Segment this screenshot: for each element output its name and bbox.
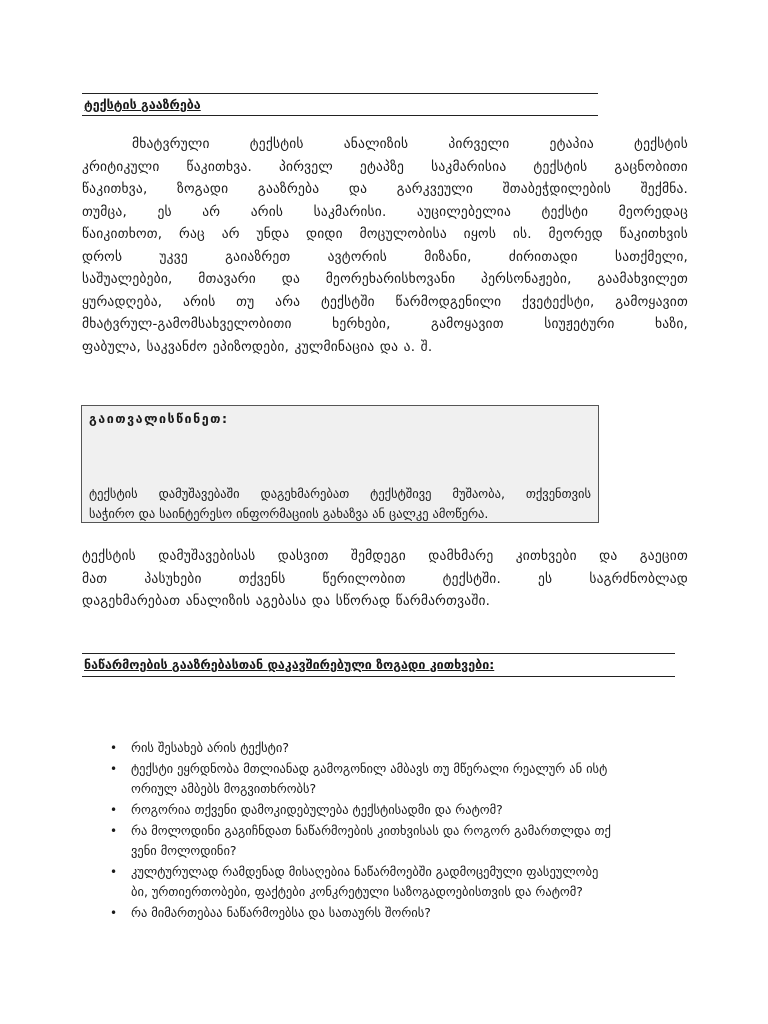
list-item	[108, 903, 688, 923]
question-text: როგორია თქვენი დამოკიდებულება ტექსტისადმი და რატომ?	[131, 802, 503, 817]
bullet-icon: •	[110, 762, 118, 776]
section2-heading: ნაწარმოების გააზრებასთან დაკავშირებული ზოგადი კითხვები:	[84, 657, 495, 672]
bullet-icon: •	[110, 865, 118, 879]
paragraph-line: ფაბულა, საკვანძო ეპიზოდები, კულმინაცია და ა. შ.	[82, 338, 433, 355]
paragraph-line: მხატვრული ტექსტის ანალიზის პირველი ეტაპია ტექსტის	[132, 136, 688, 152]
question-text: ტექსტი ეყრდნობა მთლიანად გამოგონილ ამბავს თუ მწერალი რეალურ ან ისტ	[131, 761, 608, 776]
bullet-icon: •	[110, 741, 118, 755]
list-item	[108, 759, 688, 799]
section1-top-rule	[82, 93, 598, 94]
bullet-icon: •	[110, 824, 118, 838]
bullet-icon: •	[110, 906, 118, 920]
instructions-paragraph	[82, 545, 688, 613]
paragraph-line: მხატვრულ-გამომსახველობითი ხერხები, გამოყავით სიუჟეტური ხაზი,	[82, 316, 688, 332]
instructions-line: დაგეხმარებათ ანალიზის აგებასა და სწორად წარმართვაში.	[82, 593, 491, 609]
question-text: რა მიმართებაა ნაწარმოებსა და სათაურს შორის?	[131, 905, 431, 920]
question-text: რის შესახებ არის ტექსტი?	[131, 740, 289, 755]
instructions-line: მათ პასუხები თქვენს წერილობით ტექსტში. ეს საგრძნობლად	[82, 570, 688, 587]
note-line: ტექსტის დამუშავებაში დაგეხმარებათ ტექსტშივე მუშაობა, თქვენთვის	[89, 486, 591, 501]
section2-top-rule	[82, 653, 675, 654]
note-body	[89, 484, 591, 523]
question-text: ბი, ურთიერთობები, ფაქტები კონკრეტული საზოგადოებისთვის და რატომ?	[131, 884, 583, 899]
note-box	[81, 405, 599, 523]
section1-bottom-rule	[82, 115, 598, 116]
list-item	[108, 738, 688, 758]
note-title: გაითვალისწინეთ:	[89, 411, 229, 426]
instructions-line: ტექსტის დამუშავებისას დასვით შემდეგი დამხმარე კითხვები და გაეცით	[82, 548, 688, 564]
question-text: ორიულ ამბებს მოგვითხრობს?	[131, 781, 317, 796]
paragraph-line: კრიტიკული წაკითხვა. პირველ ეტაპზე საკმარისია ტექსტის გაცნობითი	[82, 158, 688, 175]
section1-paragraph	[82, 133, 688, 358]
bullet-icon: •	[110, 803, 118, 817]
paragraph-line: თუმცა, ეს არ არის საკმარისი. აუცილებელია ტექსტი მეორედაც	[82, 203, 688, 220]
paragraph-line: წაიკითხოთ, რაც არ უნდა დიდი მოცულობისა იყოს ის. მეორედ წაკითხვის	[82, 226, 688, 242]
paragraph-line: საშუალებები, მთავარი და მეორეხარისხოვანი პერსონაჟები, გაამახვილეთ	[82, 271, 688, 287]
note-line: საჭირო და საინტერესო ინფორმაციის გახაზვა ან ცალკე ამოწერა.	[89, 505, 489, 521]
questions-list	[108, 738, 688, 924]
question-text: კულტურულად რამდენად მისაღებია ნაწარმოებში გადმოცემული ფასეულობე	[131, 864, 599, 879]
section2-bottom-rule	[82, 676, 675, 677]
list-item	[108, 821, 688, 861]
list-item	[108, 800, 688, 820]
section1-heading: ტექსტის გააზრება	[84, 97, 201, 112]
paragraph-line: ყურადღება, არის თუ არა ტექსტში წარმოდგენილი ქვეტექსტი, გამოყავით	[82, 293, 688, 310]
paragraph-line: დროს უკვე გაიაზრეთ ავტორის მიზანი, ძირითადი სათქმელი,	[82, 248, 688, 265]
question-text: რა მოლოდინი გაგიჩნდათ ნაწარმოების კითხვისას და როგორ გამართლდა თქ	[131, 823, 611, 838]
question-text: ვენი მოლოდინი?	[131, 843, 237, 858]
list-item	[108, 862, 688, 902]
paragraph-line: წაკითხვა, ზოგადი გააზრება და გარკვეული შთაბეჭდილების შექმნა.	[82, 181, 688, 197]
